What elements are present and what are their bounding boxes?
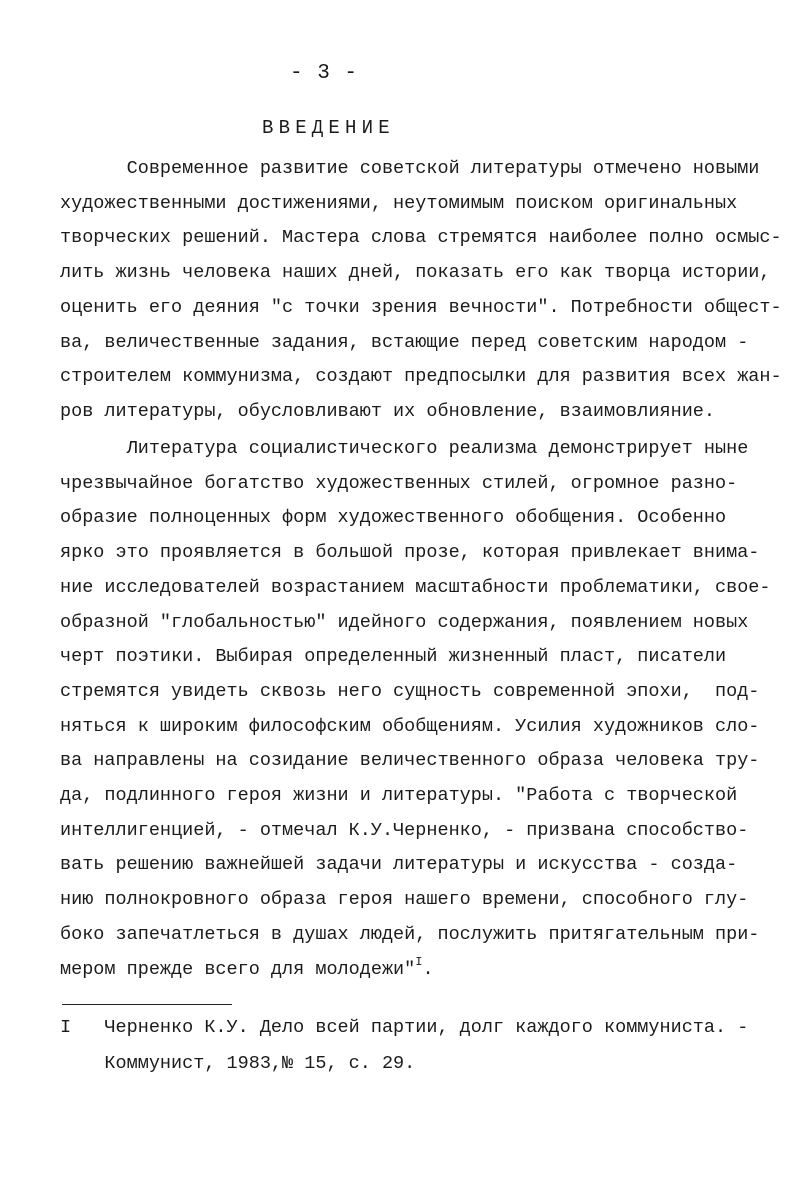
- footnote-line: I Черненко К.У. Дело всей партии, долг каждого коммуниста. -: [60, 1017, 749, 1038]
- text-line: интеллигенцией, - отмечал К.У.Черненко, - призвана способство-: [60, 819, 749, 841]
- text-line: стремятся увидеть сквозь него сущность современной эпохи, под-: [60, 680, 760, 702]
- paragraph-2: [60, 432, 771, 987]
- paragraph-1: [60, 152, 782, 430]
- text-line: оценить его деяния "с точки зрения вечности". Потребности общест-: [60, 296, 782, 318]
- text-line: ва направлены на созидание величественного образа человека тру-: [60, 750, 760, 772]
- text-line: ярко это проявляется в большой прозе, которая привлекает внима-: [60, 542, 760, 564]
- text-line: лить жизнь человека наших дней, показать его как творца истории,: [60, 262, 771, 284]
- text-line: художественными достижениями, неутомимым поиском оригинальных: [60, 192, 738, 214]
- text-line: да, подлинного героя жизни и литературы. "Работа с творческой: [60, 785, 738, 807]
- footnote: [60, 1010, 760, 1082]
- text-line: чрезвычайное богатство художественных стилей, огромное разно-: [60, 472, 738, 494]
- text-line: нию полнокровного образа героя нашего времени, способного глу-: [60, 889, 749, 911]
- footnote-reference[interactable]: I: [415, 954, 423, 969]
- text-line: [60, 953, 760, 988]
- text-line: творческих решений. Мастера слова стремятся наиболее полно осмыс-: [60, 227, 782, 249]
- footnote-line: Коммунист, 1983,№ 15, с. 29.: [60, 1053, 416, 1074]
- text-line: Современное развитие советской литературы отмечено новыми: [60, 158, 760, 179]
- text-line: ние исследователей возрастанием масштабности проблематики, свое-: [60, 576, 771, 598]
- text-line: черт поэтики. Выбирая определенный жизненный пласт, писатели: [60, 646, 727, 668]
- text-line: образной "глобальностью" идейного содержания, появлением новых: [60, 611, 749, 633]
- text-line: образие полноценных форм художественного обобщения. Особенно: [60, 507, 727, 529]
- section-heading: ВВЕДЕНИЕ: [262, 117, 395, 139]
- text-line-content: мером прежде всего для молодежи": [60, 958, 416, 980]
- page-number: - 3 -: [290, 62, 359, 85]
- text-line: няться к широким философским обобщениям. Усилия художников сло-: [60, 715, 760, 737]
- text-line: боко запечатлеться в душах людей, послужить притягательным при-: [60, 923, 760, 945]
- footnote-divider: [62, 1004, 232, 1005]
- text-line: ров литературы, обусловливают их обновление, взаимовлияние.: [60, 400, 716, 422]
- text-line: вать решению важнейшей задачи литературы и искусства - созда-: [60, 854, 738, 876]
- text-line: Литература социалистического реализма демонстрирует ныне: [60, 438, 749, 459]
- sentence-end-punctuation: .: [422, 958, 434, 980]
- text-line: строителем коммунизма, создают предпосылки для развития всех жан-: [60, 366, 782, 388]
- text-line: ва, величественные задания, встающие перед советским народом -: [60, 331, 749, 353]
